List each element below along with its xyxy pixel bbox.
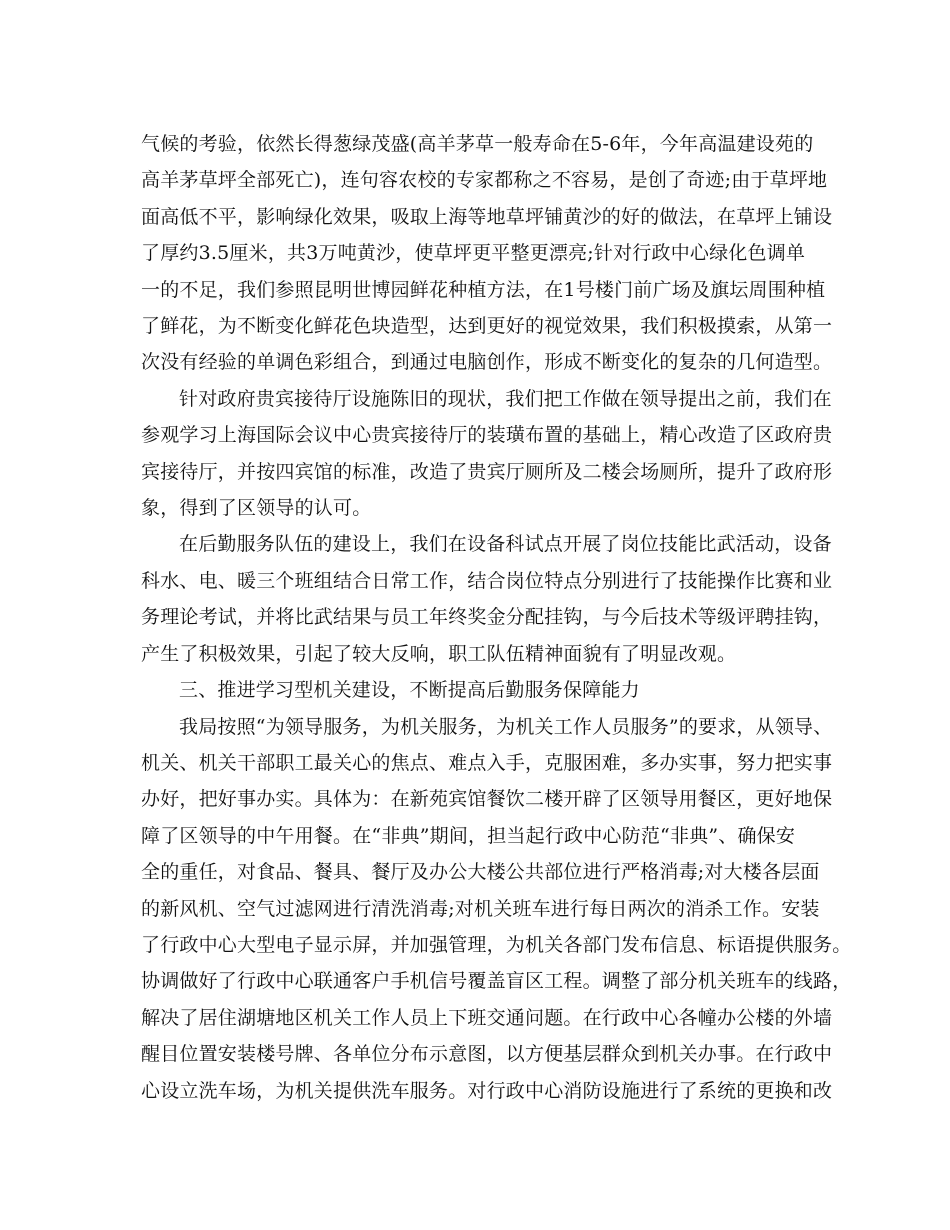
text-line: 了行政中心大型电子显示屏，并加强管理，为机关各部门发布信息、标语提供服务。 xyxy=(141,933,852,956)
text-line: 务理论考试，并将比武结果与员工年终奖金分配挂钩，与今后技术等级评聘挂钩， xyxy=(141,606,833,629)
text-line: 了鲜花，为不断变化鲜花色块造型，达到更好的视觉效果，我们积极摸索，从第一 xyxy=(141,315,833,338)
text-line: 醒目位置安装楼号牌、各单位分布示意图，以方便基层群众到机关办事。在行政中 xyxy=(141,1043,833,1066)
text-line: 心设立洗车场，为机关提供洗车服务。对行政中心消防设施进行了系统的更换和改 xyxy=(141,1079,833,1102)
text-line: 参观学习上海国际会议中心贵宾接待厅的装璜布置的基础上，精心改造了区政府贵 xyxy=(141,424,833,447)
text-line: 的新风机、空气过滤网进行清洗消毒;对机关班车进行每日两次的消杀工作。安装 xyxy=(141,897,820,920)
text-line: 障了区领导的中午用餐。在“非典”期间，担当起行政中心防范“非典”、确保安 xyxy=(141,824,796,847)
text-line: 次没有经验的单调色彩组合，到通过电脑创作，形成不断变化的复杂的几何造型。 xyxy=(141,351,833,374)
text-line: 象，得到了区领导的认可。 xyxy=(141,497,372,520)
section-heading: 三、推进学习型机关建设，不断提高后勤服务保障能力 xyxy=(179,679,640,702)
body-text xyxy=(141,126,852,1109)
text-line: 一的不足，我们参照昆明世博园鲜花种植方法，在1号楼门前广场及旗坛周围种植 xyxy=(141,278,826,301)
paragraph-start-line: 针对政府贵宾接待厅设施陈旧的现状，我们把工作做在领导提出之前，我们在 xyxy=(179,387,832,410)
text-line: 了厚约3.5厘米，共3万吨黄沙，使草坪更平整更漂亮;针对行政中心绿化色调单 xyxy=(141,242,806,265)
text-line: 科水、电、暖三个班组结合日常工作，结合岗位特点分别进行了技能操作比赛和业 xyxy=(141,569,833,592)
text-line: 全的重任，对食品、餐具、餐厅及办公大楼公共部位进行严格消毒;对大楼各层面 xyxy=(141,861,820,884)
text-line: 面高低不平，影响绿化效果，吸取上海等地草坪铺黄沙的好的做法，在草坪上铺设 xyxy=(141,205,833,228)
text-line: 气候的考验，依然长得葱绿茂盛(高羊茅草一般寿命在5-6年，今年高温建设苑的 xyxy=(141,133,814,155)
text-line: 产生了积极效果，引起了较大反响，职工队伍精神面貌有了明显改观。 xyxy=(141,642,737,665)
text-line: 解决了居住湖塘地区机关工作人员上下班交通问题。在行政中心各幢办公楼的外墙 xyxy=(141,1006,833,1029)
text-line: 高羊茅草坪全部死亡)，连句容农校的专家都称之不容易，是创了奇迹;由于草坪地 xyxy=(141,169,828,192)
paragraph-start-line: 在后勤服务队伍的建设上，我们在设备科试点开展了岗位技能比武活动，设备 xyxy=(179,533,832,556)
text-line: 机关、机关干部职工最关心的焦点、难点入手，克服困难，多办实事，努力把实事 xyxy=(141,751,833,774)
paragraph-start-line: 我局按照“为领导服务，为机关服务，为机关工作人员服务”的要求，从领导、 xyxy=(179,715,833,738)
text-line: 协调做好了行政中心联通客户手机信号覆盖盲区工程。调整了部分机关班车的线路， xyxy=(141,970,852,993)
text-line: 宾接待厅，并按四宾馆的标准，改造了贵宾厅厕所及二楼会场厕所，提升了政府形 xyxy=(141,460,833,483)
text-line: 办好，把好事办实。具体为：在新苑宾馆餐饮二楼开辟了区领导用餐区，更好地保 xyxy=(141,788,833,811)
